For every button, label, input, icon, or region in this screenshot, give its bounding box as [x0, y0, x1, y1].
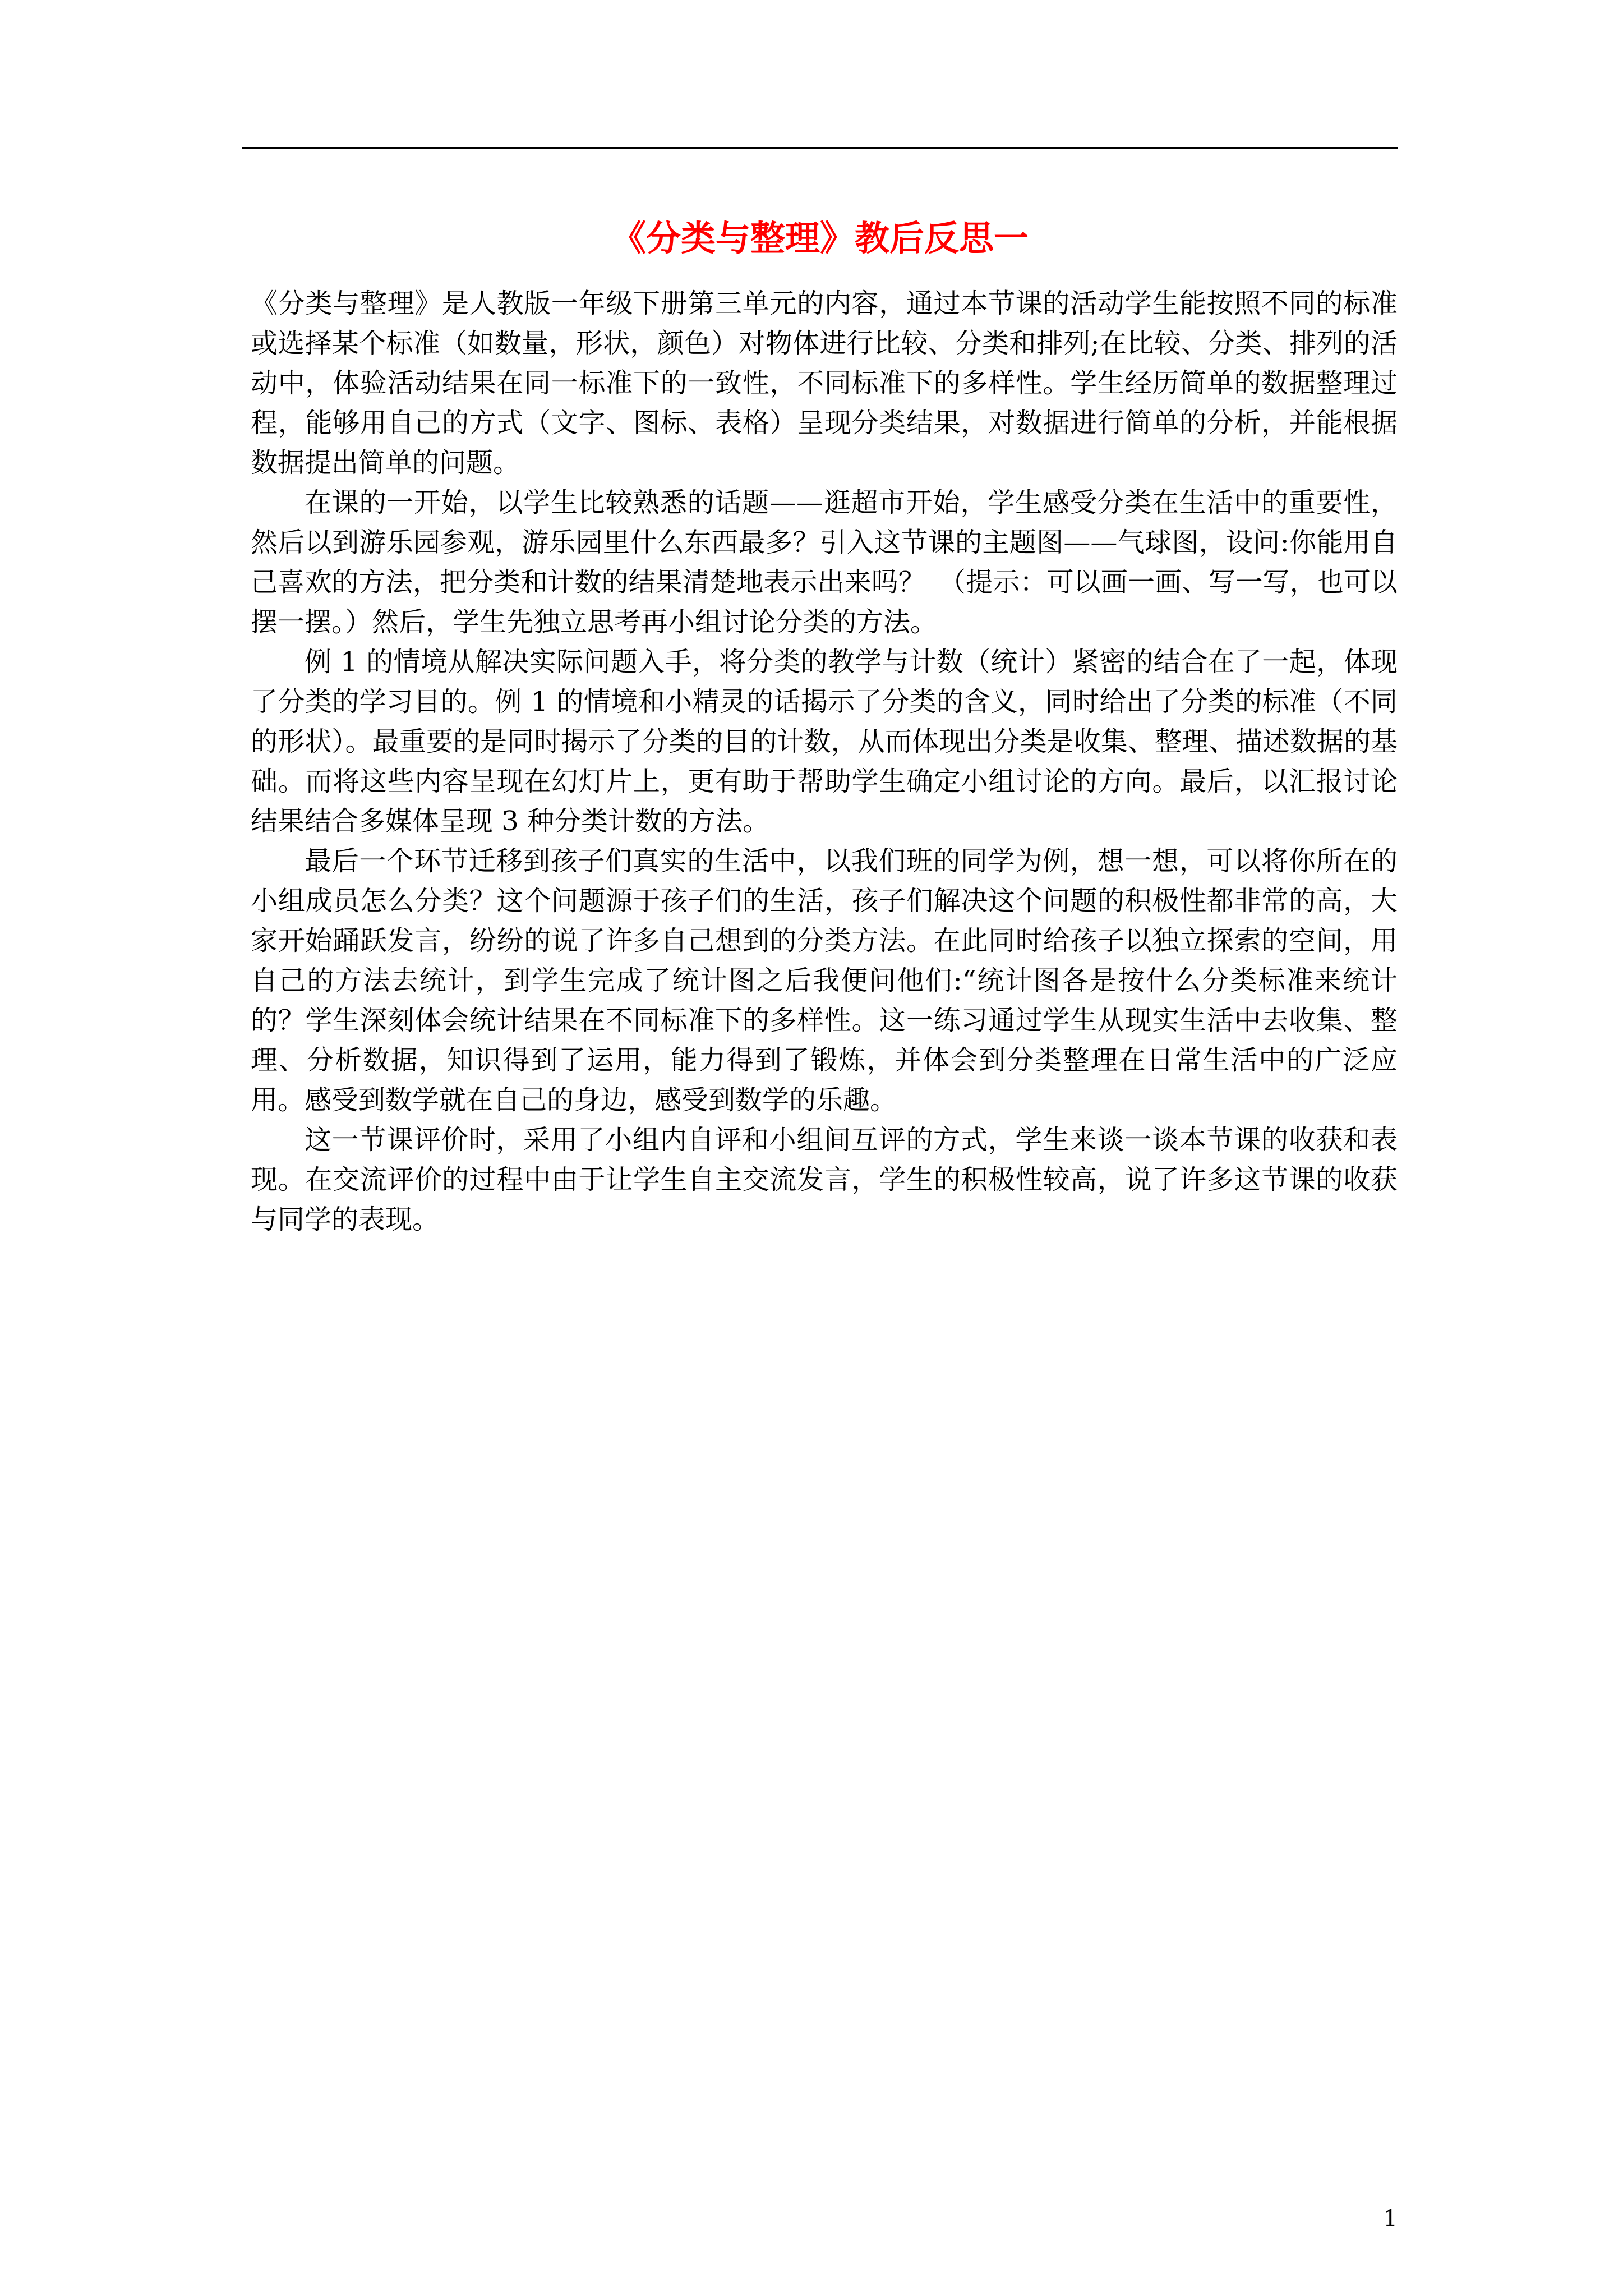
paragraph-evaluation: 这一节课评价时，采用了小组内自评和小组间互评的方式，学生来谈一谈本节课的收获和表现。在交流评价的过程中由于让学生自主交流发言，学生的积极性较高，说了许多这节课的收获与同学的表现。 — [251, 1124, 1398, 1235]
document-body — [251, 284, 1398, 1240]
header-rule — [242, 147, 1398, 149]
paragraph-lesson-opening: 在课的一开始，以学生比较熟悉的话题——逛超市开始，学生感受分类在生活中的重要性，然后以到游乐园参观，游乐园里什么东西最多？引入这节课的主题图——气球图，设问:你能用自己喜欢的方法，把分类和计数的结果清楚地表示出来吗？ （提示：可以画一画、写一写，也可以摆一摆。）然后，学生先独立思考再小组讨论分类的方法。 — [251, 487, 1398, 638]
paragraph-final-activity: 最后一个环节迁移到孩子们真实的生活中，以我们班的同学为例，想一想，可以将你所在的小组成员怎么分类？这个问题源于孩子们的生活，孩子们解决这个问题的积极性都非常的高，大家开始踊跃发言，纷纷的说了许多自己想到的分类方法。在此同时给孩子以独立探索的空间，用自己的方法去统计，到学生完成了统计图之后我便问他们:“统计图各是按什么分类标准来统计的？学生深刻体会统计结果在不同标准下的多样性。这一练习通过学生从现实生活中去收集、整理、分析数据，知识得到了运用，能力得到了锻炼，并体会到分类整理在日常生活中的广泛应用。感受到数学就在自己的身边，感受到数学的乐趣。 — [251, 845, 1398, 1116]
page-number: 1 — [1383, 2206, 1398, 2231]
paragraph-intro: 《分类与整理》是人教版一年级下册第三单元的内容，通过本节课的活动学生能按照不同的标准或选择某个标准（如数量，形状，颜色）对物体进行比较、分类和排列;在比较、分类、排列的活动中，体验活动结果在同一标准下的一致性，不同标准下的多样性。学生经历简单的数据整理过程，能够用自己的方式（文字、图标、表格）呈现分类结果，对数据进行简单的分析，并能根据数据提出简单的问题。 — [251, 288, 1398, 478]
document-title: 《分类与整理》教后反思一 — [611, 218, 1029, 259]
paragraph-example-one: 例 1 的情境从解决实际问题入手，将分类的教学与计数（统计）紧密的结合在了一起，体现了分类的学习目的。例 1 的情境和小精灵的话揭示了分类的含义，同时给出了分类的标准（不同的形状）。最重要的是同时揭示了分类的目的计数，从而体现出分类是收集、整理、描述数据的基础。而将这些内容呈现在幻灯片上，更有助于帮助学生确定小组讨论的方向。最后，以汇报讨论结果结合多媒体呈现 3 种分类计数的方法。 — [251, 646, 1398, 837]
